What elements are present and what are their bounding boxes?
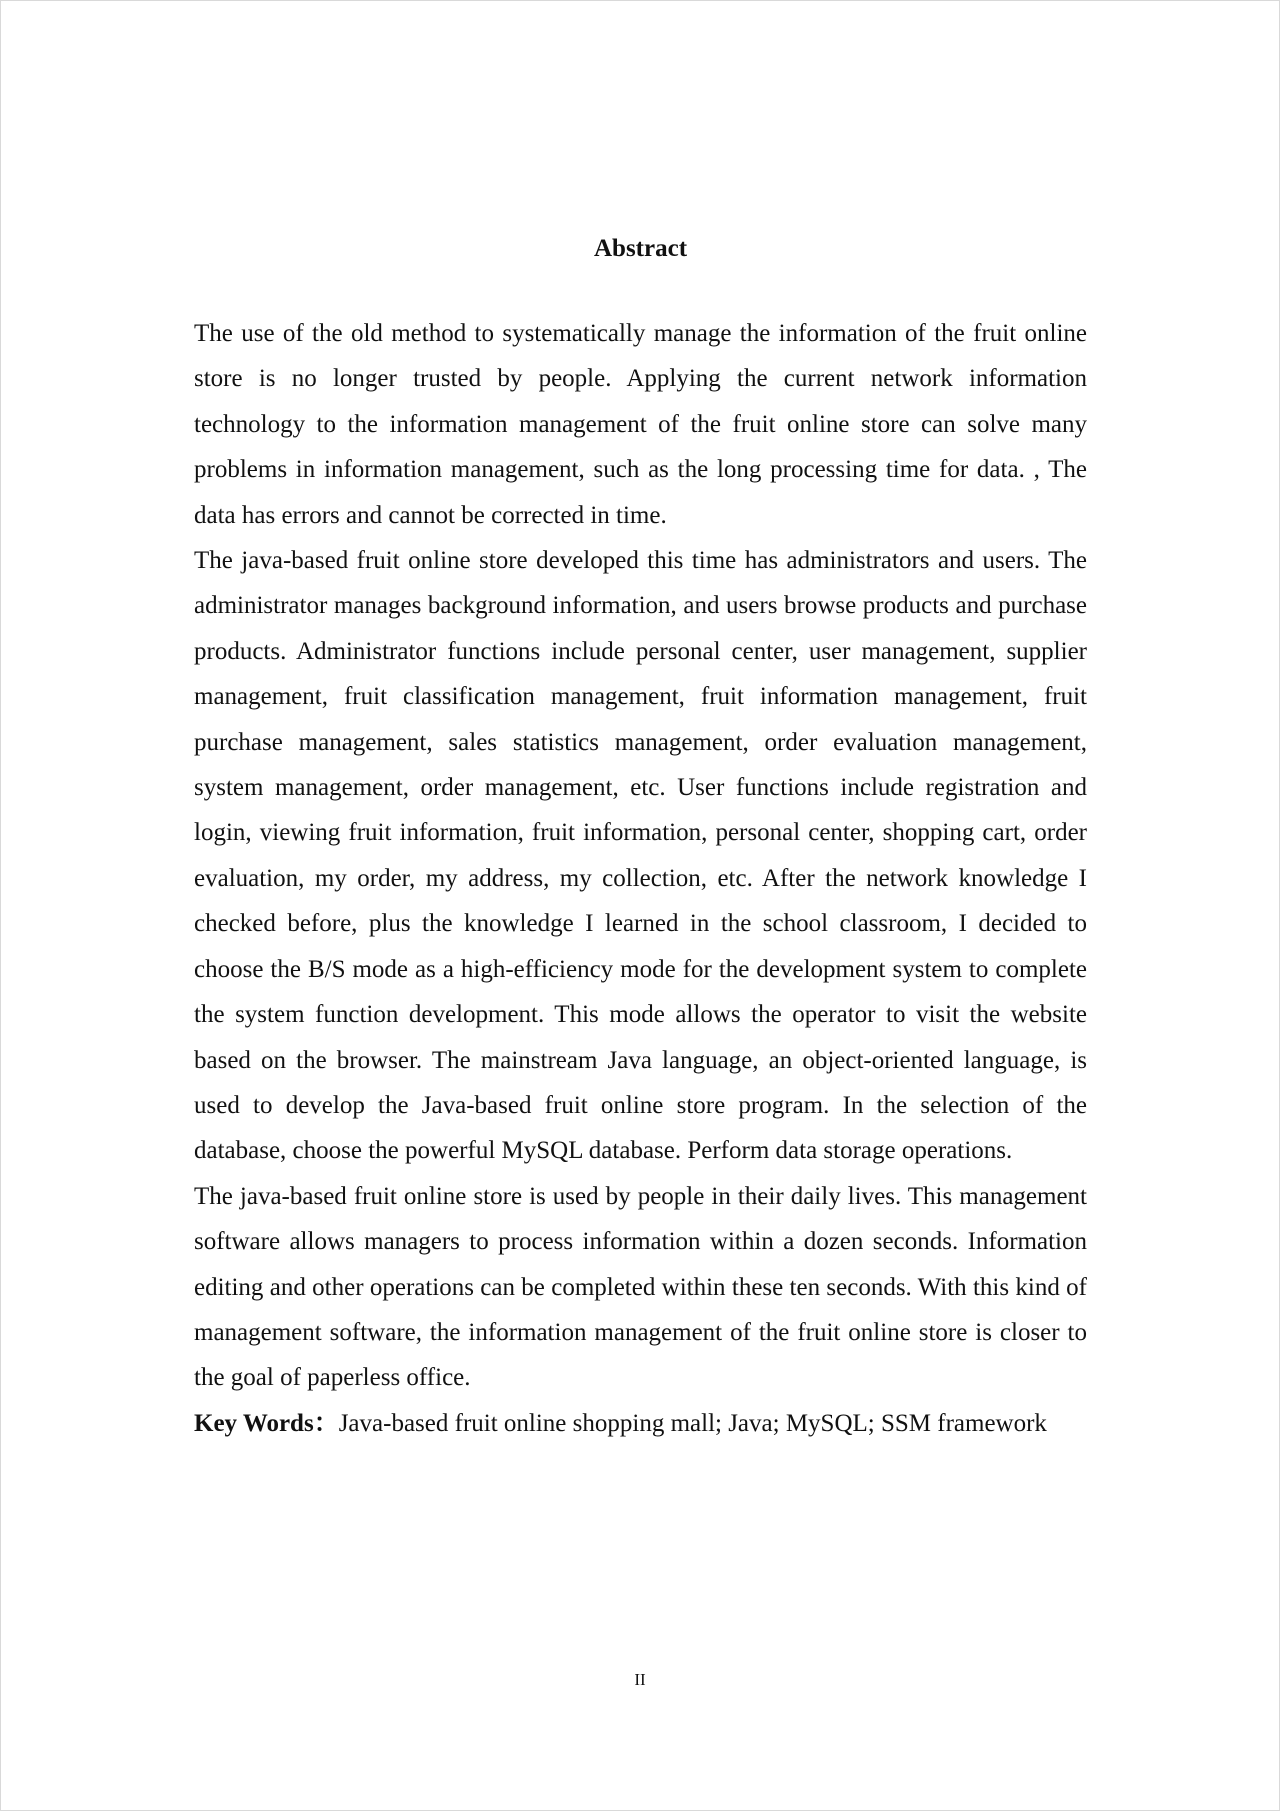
abstract-paragraph-3: The java-based fruit online store is used by people in their daily lives. This management software allows managers to process information within a dozen seconds. Information editing and other operations can be completed within these ten seconds. With this kind of management software, the information management of the fruit online store is closer to the goal of paperless office. bbox=[194, 1182, 1087, 1392]
keywords-line bbox=[194, 1401, 1087, 1446]
abstract-paragraph-2: The java-based fruit online store developed this time has administrators and users. The administrator manages background information, and users browse products and purchase products. Administrator functions include personal center, user management, supplier management, fruit classification management, fruit information management, fruit purchase management, sales statistics management, order evaluation management, system management, order management, etc. User functions include registration and login, viewing fruit information, fruit information, personal center, shopping cart, order evaluation, my order, my address, my collection, etc. After the network knowledge I checked before, plus the knowledge I learned in the school classroom, I decided to choose the B/S mode as a high-efficiency mode for the development system to complete the system function development. This mode allows the operator to visit the website based on the browser. The mainstream Java language, an object-oriented language, is used to develop the Java-based fruit online store program. In the selection of the database, choose the powerful MySQL database. Perform data storage operations. bbox=[194, 547, 1087, 1165]
abstract-paragraph-1: The use of the old method to systematically manage the information of the fruit online store is no longer trusted by people. Applying the current network information technology to the information management of the fruit online store can solve many problems in information management, such as the long processing time for data. , The data has errors and cannot be corrected in time. bbox=[194, 320, 1087, 529]
page-number: II bbox=[634, 1670, 646, 1689]
abstract-section bbox=[194, 229, 1087, 1446]
keywords-text: Java-based fruit online shopping mall; Java; MySQL; SSM framework bbox=[338, 1409, 1047, 1437]
abstract-title: Abstract bbox=[593, 235, 688, 262]
keywords-label: Key Words： bbox=[194, 1409, 339, 1437]
